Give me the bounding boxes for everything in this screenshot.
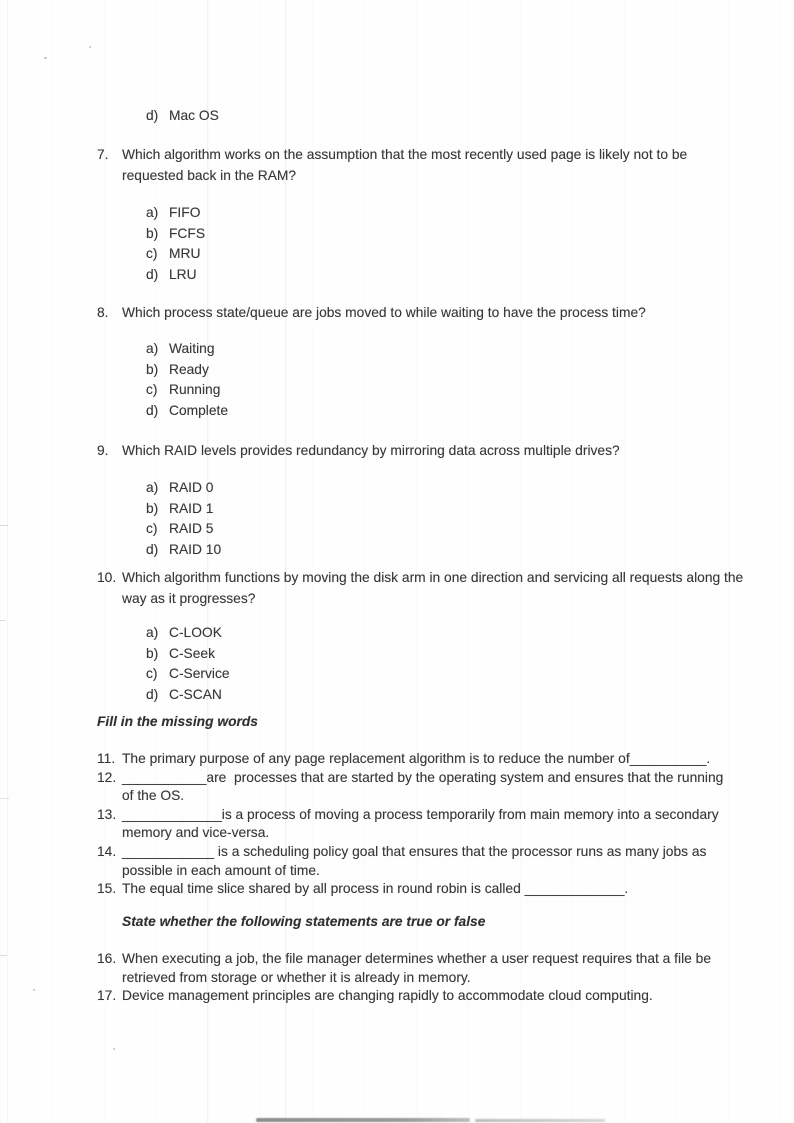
item-number: 15. [97, 881, 117, 897]
item-text: The equal time slice shared by all process in round robin is called _____________. [122, 881, 629, 897]
scan-tick-artifact [0, 798, 9, 799]
question-9-options [146, 478, 221, 560]
option-row [146, 664, 230, 685]
option-label: Complete [169, 402, 229, 418]
item-text: ___________are processes that are started by the operating system and ensures that the running [122, 769, 724, 785]
option-row [146, 644, 230, 665]
option-row [146, 244, 205, 265]
scan-smudge-artifact [475, 1119, 605, 1122]
question-text: requested back in the RAM? [122, 167, 297, 183]
option-row [146, 519, 221, 540]
option-row [146, 224, 205, 245]
option-letter: c) [146, 666, 158, 682]
option-letter: b) [146, 361, 159, 377]
fill-item-15 [97, 880, 767, 899]
option-label: FCFS [169, 225, 206, 241]
option-label: Mac OS [169, 108, 219, 123]
item-text: When executing a job, the file manager determines whether a user request requires that a file be [122, 951, 712, 966]
fill-item-13 [97, 806, 767, 843]
fill-item-11 [97, 750, 767, 769]
question-text: Which RAID levels provides redundancy by mirroring data across multiple drives? [122, 443, 620, 458]
question-text: way as it progresses? [122, 590, 256, 606]
question-number: 9. [97, 443, 109, 458]
question-8-options [146, 339, 228, 421]
option-letter: d) [146, 686, 159, 702]
option-letter: a) [146, 205, 159, 220]
option-letter: d) [146, 108, 159, 123]
fill-items [97, 750, 767, 899]
option-row [146, 265, 205, 286]
option-row [146, 478, 221, 499]
question-9 [97, 441, 782, 462]
option-row [146, 623, 230, 644]
option-label: Ready [169, 361, 209, 377]
item-number: 14. [97, 843, 117, 859]
scan-tick-artifact [0, 955, 7, 956]
option-label: C-Service [169, 666, 230, 682]
option-row [146, 203, 205, 224]
option-label: LRU [169, 266, 197, 282]
scan-speck [89, 46, 91, 48]
item-text: _____________is a process of moving a process temporarily from main memory into a secondary [122, 806, 719, 822]
option-letter: b) [146, 500, 159, 516]
option-label: C-LOOK [169, 625, 222, 640]
option-label: RAID 0 [169, 480, 214, 495]
option-letter: c) [146, 521, 158, 537]
option-row [146, 499, 221, 520]
question-8 [97, 303, 782, 324]
option-letter: a) [146, 341, 159, 356]
option-row [146, 401, 228, 422]
question-text: Which algorithm works on the assumption that the most recently used page is likely not to be [122, 147, 688, 162]
option-label: C-Seek [169, 645, 216, 661]
item-text: possible in each amount of time. [122, 862, 320, 878]
option-letter: a) [146, 625, 159, 640]
item-text: of the OS. [122, 788, 185, 804]
option-letter: d) [146, 402, 159, 418]
option-label: Running [169, 382, 221, 398]
fill-section-heading: Fill in the missing words [97, 714, 258, 729]
item-text: memory and vice-versa. [122, 825, 270, 841]
scan-smudge-artifact [256, 1118, 470, 1122]
option-letter: b) [146, 645, 159, 661]
item-text: Device management principles are changing rapidly to accommodate cloud computing. [122, 988, 653, 1004]
option-letter: b) [146, 225, 159, 241]
scan-tick-artifact [0, 620, 6, 621]
question-10 [97, 568, 782, 609]
option-row [146, 339, 228, 360]
option-row [146, 360, 228, 381]
option-row [146, 540, 221, 561]
option-row [146, 685, 230, 706]
item-number: 17. [97, 988, 117, 1004]
scan-line-artifact [285, 0, 286, 1123]
item-number: 12. [97, 769, 117, 785]
option-label: FIFO [169, 205, 201, 220]
option-label: RAID 1 [169, 500, 214, 516]
option-row [146, 380, 228, 401]
option-letter: c) [146, 246, 158, 262]
option-letter: a) [146, 480, 159, 495]
scan-line-artifact [7, 0, 8, 1123]
question-10-options [146, 623, 230, 705]
scan-tick-artifact [0, 525, 8, 526]
item-number: 16. [97, 951, 117, 966]
option-label: C-SCAN [169, 686, 222, 702]
question-number: 8. [97, 305, 109, 320]
scan-speck [44, 57, 47, 59]
option-letter: c) [146, 382, 158, 398]
scan-speck [113, 1048, 115, 1050]
question-text: Which algorithm functions by moving the disk arm in one direction and servicing all requests along the [122, 570, 744, 585]
tf-item-17 [97, 987, 767, 1006]
question-text: Which process state/queue are jobs moved to while waiting to have the process time? [122, 305, 646, 320]
item-text: ____________ is a scheduling policy goal that ensures that the processor runs as many jobs as [122, 843, 707, 859]
option-letter: d) [146, 266, 159, 282]
option-label: Waiting [169, 341, 215, 356]
item-text: retrieved from storage or whether it is already in memory. [122, 969, 471, 985]
item-number: 11. [97, 751, 116, 766]
scan-speck [33, 989, 35, 991]
item-number: 13. [97, 806, 117, 822]
fill-item-14 [97, 843, 767, 880]
option-letter: d) [146, 541, 159, 557]
tf-item-16 [97, 950, 767, 987]
true-false-items [97, 950, 767, 1006]
question-number: 10. [97, 570, 117, 585]
question-7-options [146, 203, 205, 285]
option-label: RAID 10 [169, 541, 222, 557]
option-label: MRU [169, 246, 201, 262]
question-number: 7. [97, 147, 109, 162]
fill-item-12 [97, 769, 767, 806]
option-label: RAID 5 [169, 521, 214, 537]
scan-line-artifact [207, 0, 208, 1123]
true-false-section-heading: State whether the following statements are true or false [122, 914, 486, 929]
question-7 [97, 145, 782, 186]
item-text: The primary purpose of any page replacement algorithm is to reduce the number of__________. [122, 751, 711, 766]
